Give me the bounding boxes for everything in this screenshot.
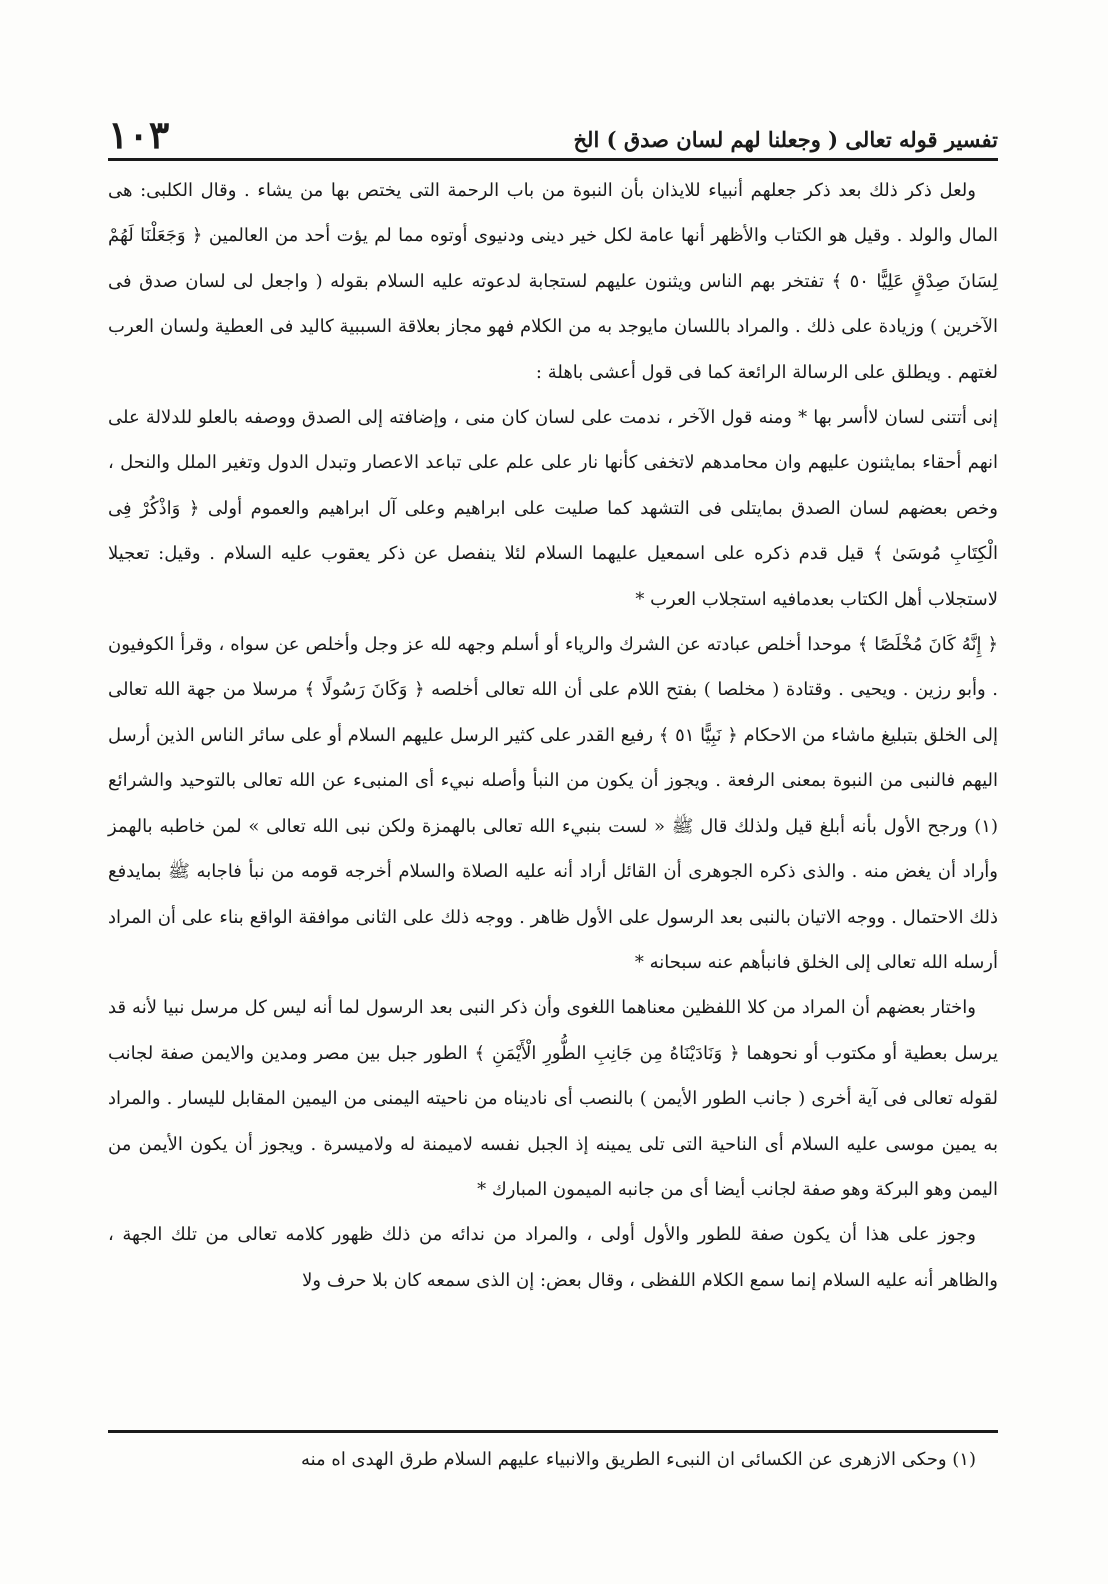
footnote-rule [108, 1430, 998, 1433]
paragraph: ﴿ إِنَّهُ كَانَ مُخْلَصًا ﴾ موحدا أخلص عبادته عن الشرك والرياء أو أسلم وجهه لله عز وجل وأخلص عن سواه ، وقرأ الكوفيون . وأبو رزين . ويحيى . وقتادة ( مخلصا ) بفتح اللام على أن الله تعالى أخلصه ﴿ وَكَانَ رَسُولًا ﴾ مرسلا من جهة الله تعالى إلى الخلق بتبليغ ماشاء من الاحكام ﴿ نَبِيًّا ٥١ ﴾ رفيع القدر على كثير الرسل عليهم السلام أو على سائر الناس الذين أرسل اليهم فالنبى من النبوة بمعنى الرفعة . ويجوز أن يكون من النبأ وأصله نبيء أى المنبىء عن الله تعالى بالتوحيد والشرائع (١) ورجح الأول بأنه أبلغ قيل ولذلك قال ﷺ « لست بنبيء الله تعالى بالهمزة ولكن نبى الله تعالى » لمن خاطبه بالهمز وأراد أن يغض منه . والذى ذكره الجوهرى أن القائل أراد أنه عليه الصلاة والسلام أخرجه قومه من نبأ فاجابه ﷺ بمايدفع ذلك الاحتمال . ووجه الاتيان بالنبى بعد الرسول على الأول ظاهر . ووجه ذلك على الثانى موافقة الواقع بناء على أن المراد أرسله الله تعالى إلى الخلق فانبأهم عنه سبحانه * [108, 634, 998, 973]
page-header [108, 98, 998, 157]
footnote [108, 1440, 998, 1480]
paragraph: وجوز على هذا أن يكون صفة للطور والأول أولى ، والمراد من ندائه من ذلك ظهور كلامه تعالى من تلك الجهة ، والظاهر أنه عليه السلام إنما سمع الكلام اللفظى ، وقال بعض: إن الذى سمعه كان بلا حرف ولا [108, 1224, 998, 1291]
page-number: ١٠٣ [108, 112, 170, 157]
paragraph: إنى أتتنى لسان لاأسر بها * ومنه قول الآخر ، ندمت على لسان كان منى ، وإضافته إلى الصدق ووصفه بالعلو للدلالة على انهم أحقاء بمايثنون عليهم وان محامدهم لاتخفى كأنها نار على علم على تباعد الاعصار وتبدل الدول وتغير الملل والنحل ، وخص بعضهم لسان الصدق بمايتلى فى التشهد كما صليت على ابراهيم وعلى آل ابراهيم والعموم أولى ﴿ وَاذْكُرْ فِى الْكِتَابِ مُوسَىٰ ﴾ قيل قدم ذكره على اسمعيل عليهما السلام لئلا ينفصل عن ذكر يعقوب عليه السلام . وقيل: تعجيلا لاستجلاب أهل الكتاب بعدمافيه استجلاب العرب * [108, 407, 998, 610]
paragraph: ولعل ذكر ذلك بعد ذكر جعلهم أنبياء للايذان بأن النبوة من باب الرحمة التى يختص بها من يشاء . وقال الكلبى: هى المال والولد . وقيل هو الكتاب والأظهر أنها عامة لكل خير دينى ودنيوى أوتوه مما لم يؤت أحد من العالمين ﴿ وَجَعَلْنَا لَهُمْ لِسَانَ صِدْقٍ عَلِيًّا ٥٠ ﴾ تفتخر بهم الناس ويثنون عليهم لستجابة لدعوته عليه السلام بقوله ( واجعل لى لسان صدق فى الآخرين ) وزيادة على ذلك . والمراد باللسان مايوجد به من الكلام فهو مجاز بعلاقة السببية كاليد فى العطية ولسان العرب لغتهم . ويطلق على الرسالة الرائعة كما فى قول أعشى باهلة : [108, 180, 998, 383]
running-title: تفسير قوله تعالى ( وجعلنا لهم لسان صدق ) الخ [573, 127, 998, 152]
paragraph: واختار بعضهم أن المراد من كلا اللفظين معناهما اللغوى وأن ذكر النبى بعد الرسول لما أنه ليس كل مرسل نبيا لأنه قد يرسل بعطية أو مكتوب أو نحوهما ﴿ وَنَادَيْنَاهُ مِن جَانِبِ الطُّورِ الْأَيْمَنِ ﴾ الطور جبل بين مصر ومدين والايمن صفة لجانب لقوله تعالى فى آية أخرى ( جانب الطور الأيمن ) بالنصب أى ناديناه من ناحيته اليمنى من اليمين المقابل لليسار . والمراد به يمين موسى عليه السلام أى الناحية التى تلى يمينه إذ الجبل نفسه لاميمنة له ولاميسرة . ويجوز أن يكون الأيمن من اليمن وهو البركة وهو صفة لجانب أيضا أى من جانبه الميمون المبارك * [108, 997, 998, 1200]
footnote-text: (١) وحكى الازهرى عن الكسائى ان النبىء الطريق والانبياء عليهم السلام طرق الهدى اه منه [300, 1449, 976, 1470]
main-text [108, 168, 998, 1303]
header-rule [108, 158, 998, 161]
